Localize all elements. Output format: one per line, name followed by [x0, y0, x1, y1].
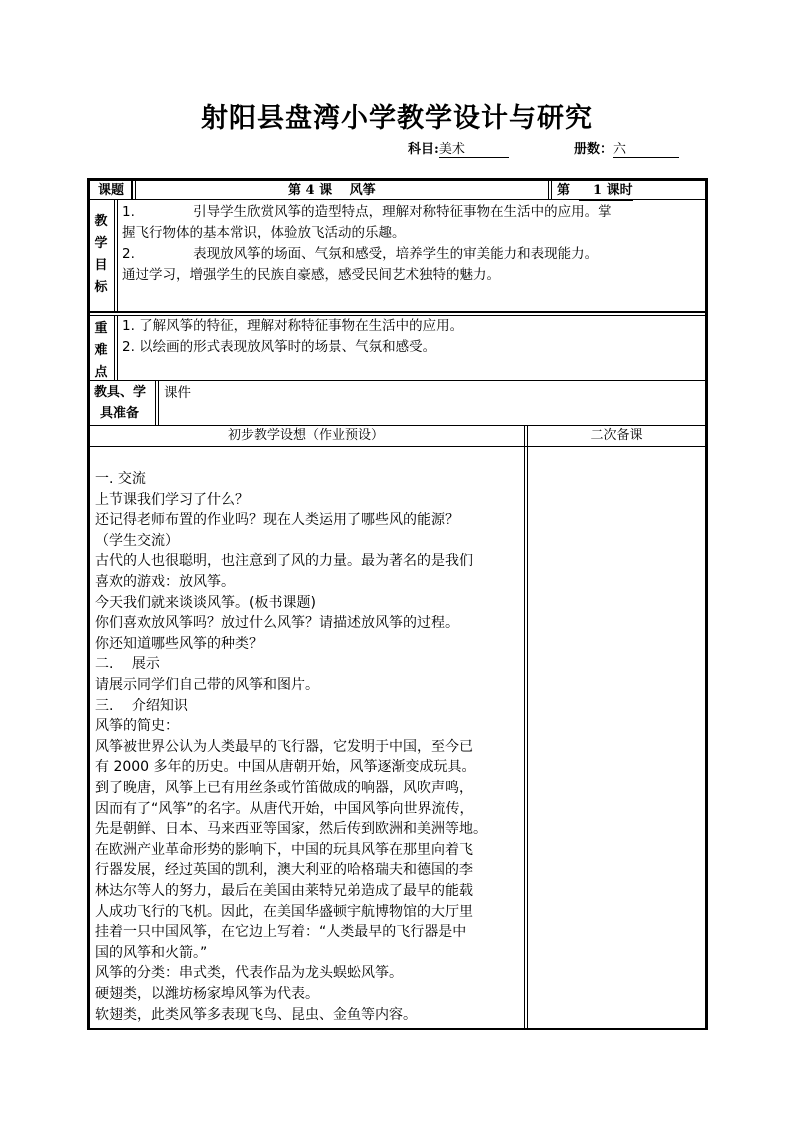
body-line: 一. 交流	[95, 471, 146, 487]
body-line: 今天我们就来谈谈风筝。(板书课题)	[95, 594, 316, 611]
body-line: 你们喜欢放风筝吗？放过什么风筝？请描述放风筝的过程。	[95, 615, 459, 632]
objectives-label	[91, 211, 111, 299]
col-left-header: 初步教学设想（作业预设）	[227, 428, 384, 443]
col-divider	[551, 181, 552, 200]
col-divider	[117, 316, 118, 380]
objective-line: 2. 表现放风筝的场面、气氛和感受，培养学生的审美能力和表现能力。	[122, 246, 599, 262]
body-line: 国的风筝和火箭。”	[95, 944, 208, 961]
table-left-border	[87, 178, 90, 1030]
page-title: 射阳县盘湾小学教学设计与研究	[201, 103, 593, 134]
col-divider	[524, 426, 525, 1030]
keypoints-label-char: 点	[94, 365, 108, 380]
body-line: 你还知道哪些风筝的种类？	[95, 635, 263, 652]
body-line: 喜欢的游戏：放风筝。	[95, 574, 235, 590]
objectives-label-char: 教	[94, 214, 108, 229]
period-label: 第	[557, 183, 571, 198]
keypoints-label-char: 重	[94, 321, 108, 336]
col-divider	[155, 381, 156, 425]
volume-field	[574, 138, 679, 158]
col-right-header: 二次备课	[590, 428, 643, 443]
body-line: 有 2000 多年的历史。中国从唐朝开始，风筝逐渐变成玩具。	[95, 759, 476, 776]
keypoint-line: 1. 了解风筝的特征，理解对称特征事物在生活中的应用。	[122, 318, 464, 334]
body-line: 在欧洲产业革命形势的影响下，中国的玩具风筝在那里向着飞	[95, 841, 473, 858]
objectives-label-char: 学	[94, 236, 108, 251]
body-line: 风筝的简史：	[95, 718, 179, 735]
col-divider	[131, 181, 133, 200]
volume-label: 册数：	[574, 142, 614, 157]
subject-field	[408, 138, 509, 158]
volume-value: 六	[613, 138, 679, 158]
body-line: 还记得老师布置的作业吗？现在人类运用了哪些风的能源？	[95, 512, 459, 529]
subject-value: 美术	[439, 138, 509, 158]
objective-line: 1. 引导学生欣赏风筝的造型特点，理解对称特征事物在生活中的应用。掌	[122, 204, 612, 220]
col-divider	[548, 181, 549, 200]
col-divider	[117, 200, 118, 312]
keypoint-line: 2. 以绘画的形式表现放风筝时的场景、气氛和感受。	[122, 339, 437, 355]
objectives-label-char: 目	[94, 258, 108, 273]
body-line: 软翅类，此类风筝多表现飞鸟、昆虫、金鱼等内容。	[95, 1006, 417, 1023]
body-line: 二. 展示	[95, 656, 160, 673]
body-line: 人成功飞行的飞机。因此，在美国华盛顿宇航博物馆的大厅里	[95, 903, 473, 920]
body-line: 风筝的分类：串式类，代表作品为龙头蜈蚣风筝。	[95, 965, 403, 982]
body-line: 林达尔等人的努力，最后在美国由莱特兄弟造成了最早的能载	[95, 883, 473, 899]
body-line: 古代的人也很聪明，也注意到了风的力量。最为著名的是我们	[95, 553, 473, 570]
objectives-label-char: 标	[94, 280, 108, 295]
col-divider	[114, 200, 115, 312]
col-divider	[114, 316, 115, 380]
body-line: 风筝被世界公认为人类最早的飞行器，它发明于中国，至今已	[95, 738, 473, 755]
topic-label: 课题	[98, 183, 125, 198]
keypoints-label	[91, 318, 111, 384]
tools-label-line2: 具准备	[100, 406, 140, 421]
body-line: 行器发展，经过英国的凯利，澳大利亚的哈格瑞夫和德国的李	[95, 862, 473, 879]
body-line: 挂着一只中国风筝，在它边上写着：“人类最早的飞行器是中	[95, 924, 467, 941]
body-line: 先是朝鲜、日本、马来西亚等国家，然后传到欧洲和美洲等地。	[95, 821, 487, 838]
keypoints-label-char: 难	[94, 343, 108, 358]
objective-line: 握飞行物体的基本常识，体验放飞活动的乐趣。	[122, 225, 406, 241]
subject-label: 科目:	[408, 142, 439, 157]
row-divider	[87, 311, 708, 313]
body-line: 硬翅类，以潍坊杨家埠风筝为代表。	[95, 986, 319, 1002]
body-line: 上节课我们学习了什么？	[95, 491, 249, 508]
tools-value: 课件	[164, 385, 191, 401]
col-divider	[527, 426, 528, 1030]
period-value: 1 课时	[579, 181, 633, 201]
body-line: 到了晚唐，风筝上已有用丝条或竹笛做成的响器，风吹声鸣，	[95, 780, 473, 796]
body-line: 三. 介绍知识	[95, 697, 188, 714]
topic-value: 第 4 课 风筝	[288, 183, 376, 198]
body-line: 请展示同学们自己带的风筝和图片。	[95, 677, 319, 693]
objective-line: 通过学习，增强学生的民族自豪感，感受民间艺术独特的魅力。	[122, 267, 500, 283]
col-divider	[158, 381, 159, 425]
table-bottom-border	[87, 1028, 708, 1030]
body-line: 因而有了“风筝”的名字。从唐代开始，中国风筝向世界流传，	[95, 800, 474, 817]
body-line: （学生交流）	[95, 532, 179, 549]
col-divider	[135, 181, 136, 200]
row-divider	[87, 380, 708, 381]
table-right-border	[705, 178, 708, 1030]
tools-label-line1: 教具、学	[94, 385, 147, 400]
